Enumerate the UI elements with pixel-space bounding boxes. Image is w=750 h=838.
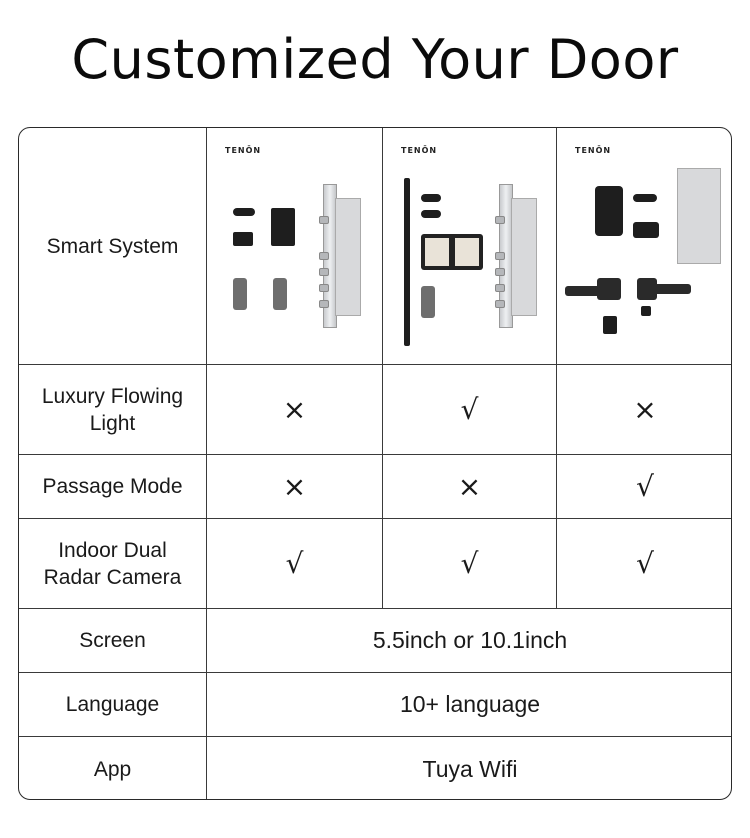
- lock-panel-image: [271, 208, 295, 246]
- fingerprint-sensor-image: [633, 194, 657, 202]
- mark-cell: [557, 455, 732, 518]
- cross-mark: ×: [282, 393, 307, 426]
- language-value: 10+ language: [399, 691, 541, 717]
- fingerprint-sensor-image: [421, 210, 441, 218]
- bolt: [319, 252, 329, 260]
- table-row-language: [19, 673, 731, 737]
- product-image-1: [207, 128, 383, 364]
- table-row-luxury-light: [19, 365, 731, 455]
- product-image-3: [557, 128, 732, 364]
- table-row-passage-mode: [19, 455, 731, 519]
- check-mark: √: [636, 547, 654, 580]
- handle-base-image: [597, 278, 621, 300]
- table-row-radar-camera: [19, 519, 731, 609]
- check-mark: √: [460, 547, 479, 580]
- bolt: [319, 216, 329, 224]
- row-label-cell: [19, 519, 207, 608]
- product-image-2: [383, 128, 557, 364]
- row-label-screen: Screen: [79, 629, 146, 652]
- row-label-cell: [19, 609, 207, 672]
- keypad-module-image: [633, 222, 659, 238]
- cross-mark: ×: [457, 470, 482, 503]
- table-row-smart-system: [19, 128, 731, 365]
- lever-handle-image: [651, 284, 691, 294]
- row-label-cell: [19, 737, 207, 800]
- app-value: Tuya Wifi: [422, 755, 518, 782]
- row-label-cell: [19, 365, 207, 454]
- row-label-passage-mode: Passage Mode: [42, 475, 183, 498]
- brand-logo: TENŌN: [575, 146, 612, 155]
- thumb-turn-image: [603, 316, 617, 334]
- bolt: [319, 268, 329, 276]
- row-label-luxury-light: Luxury Flowing Light: [41, 384, 184, 435]
- mortise-body-image: [511, 198, 537, 316]
- bolt: [319, 300, 329, 308]
- row-label-language: Language: [65, 693, 160, 716]
- value-cell: [207, 673, 732, 736]
- keypad-module-image: [233, 232, 253, 246]
- row-label-app: App: [93, 757, 132, 781]
- mortise-body-image: [677, 168, 721, 264]
- value-cell: [207, 609, 732, 672]
- indoor-screen-image: [421, 234, 483, 270]
- cylinder-image: [641, 306, 651, 316]
- handle-image: [233, 278, 247, 310]
- mark-cell: [557, 519, 732, 608]
- check-mark: √: [460, 393, 479, 426]
- table-row-app: [19, 737, 731, 800]
- bolt: [495, 284, 505, 292]
- flowing-light-bar-image: [404, 178, 410, 346]
- value-cell: [207, 737, 732, 800]
- page-title: Customized Your Door: [71, 28, 679, 91]
- mark-cell: [207, 455, 383, 518]
- mark-cell: [557, 365, 732, 454]
- bolt: [495, 268, 505, 276]
- lock-panel-image: [595, 186, 623, 236]
- bolt: [495, 252, 505, 260]
- cross-mark: ×: [633, 393, 657, 426]
- mark-cell: [383, 519, 557, 608]
- brand-logo: TENŌN: [401, 146, 438, 155]
- check-mark: √: [636, 470, 654, 503]
- row-label-radar-camera: Indoor Dual Radar Camera: [43, 538, 182, 589]
- check-mark: √: [285, 547, 304, 580]
- mark-cell: [383, 455, 557, 518]
- brand-logo: TENŌN: [225, 146, 262, 155]
- mark-cell: [207, 365, 383, 454]
- fingerprint-sensor-image: [421, 194, 441, 202]
- row-label-smart-system: Smart System: [46, 234, 179, 258]
- fingerprint-sensor-image: [233, 208, 255, 216]
- row-label-cell: [19, 128, 207, 364]
- bolt: [495, 300, 505, 308]
- row-label-cell: [19, 455, 207, 518]
- table-row-screen: [19, 609, 731, 673]
- comparison-table: [18, 127, 732, 800]
- cross-mark: ×: [282, 470, 307, 503]
- handle-image: [421, 286, 435, 318]
- mark-cell: [207, 519, 383, 608]
- screen-value: 5.5inch or 10.1inch: [372, 627, 568, 653]
- mark-cell: [383, 365, 557, 454]
- mortise-body-image: [335, 198, 361, 316]
- handle-image: [273, 278, 287, 310]
- bolt: [319, 284, 329, 292]
- row-label-cell: [19, 673, 207, 736]
- bolt: [495, 216, 505, 224]
